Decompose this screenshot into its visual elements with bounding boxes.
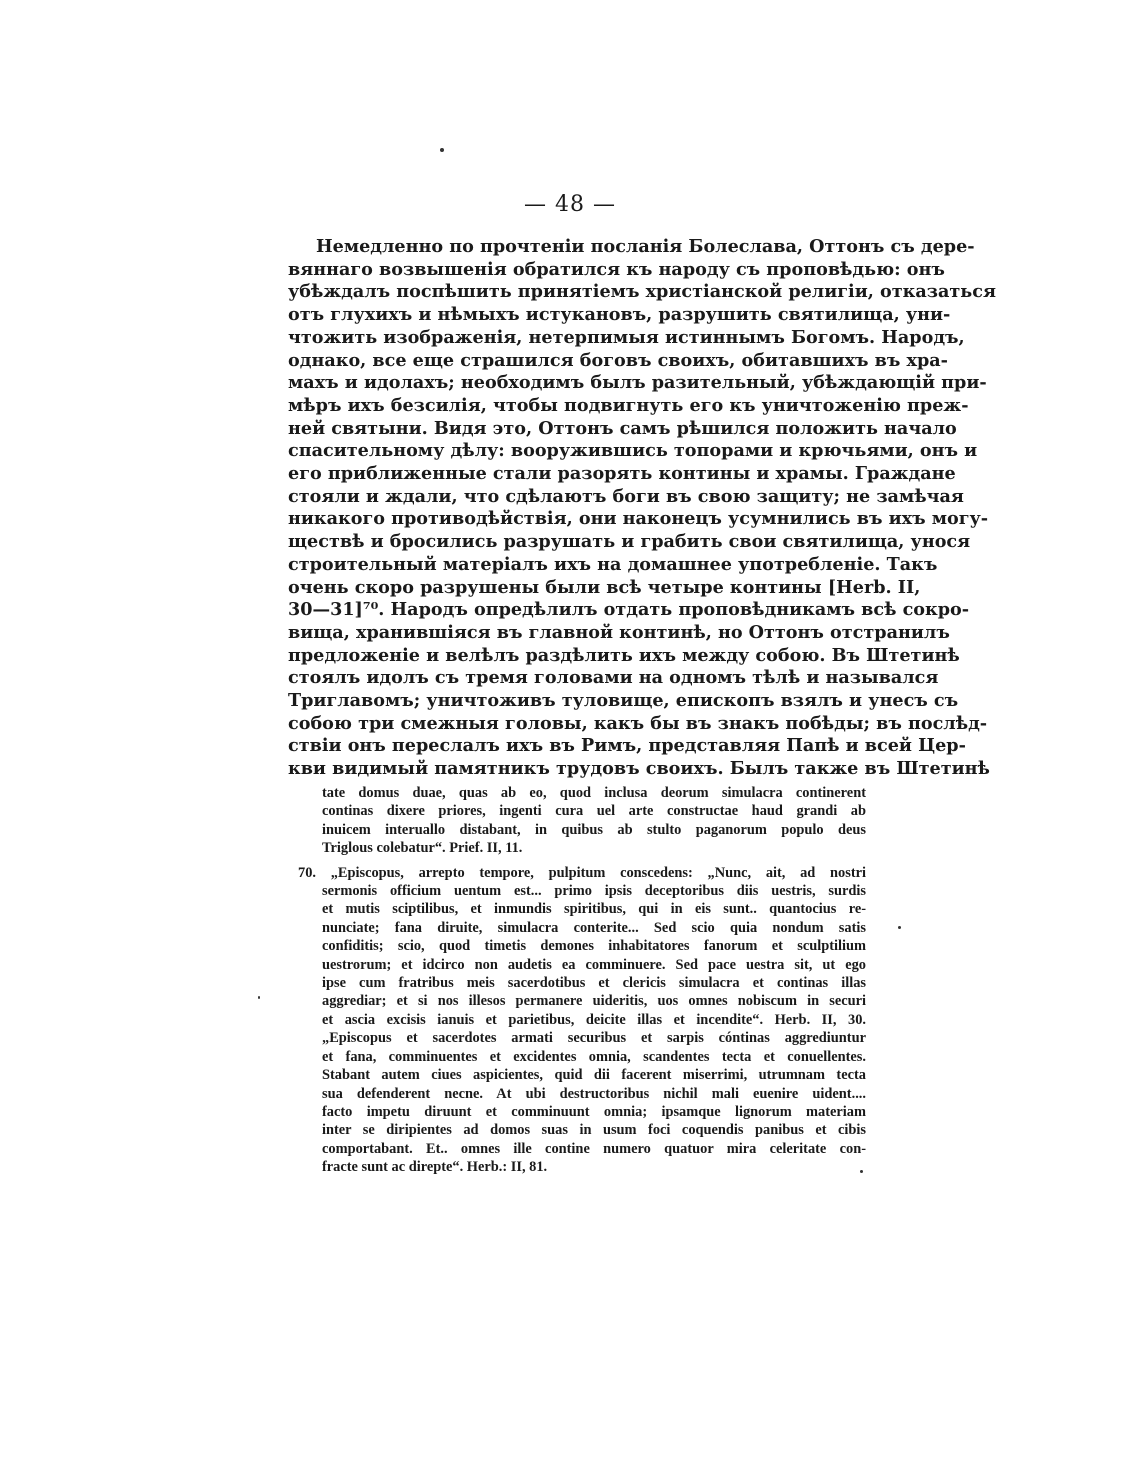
body-line: ществѣ и бросились разрушать и грабить свои святилища, унося xyxy=(288,531,971,553)
body-line: его приближенные стали разорять контины и храмы. Граждане xyxy=(288,463,956,485)
footnote-line: 70. „Episcopus, arrepto tempore, pulpitum conscedens: „Nunc, ait, ad nostri xyxy=(298,864,866,881)
footnote-line: sermonis officium uentum est... primo ipsis deceptoribus diis uestris, surdis xyxy=(322,883,866,900)
footnote-line: facto impetu diruunt et comminuunt omnia; ipsamque lignorum materiam xyxy=(322,1103,866,1120)
footnote-line: ipse cum fratribus meis sacerdotibus et clericis simulacra et continas illas xyxy=(322,975,866,992)
footnote-line: Triglous colebatur“. Prief. II, 11. xyxy=(322,840,523,857)
body-line: мѣръ ихъ безсилія, чтобы подвигнуть его къ уничтоженію преж- xyxy=(288,394,969,416)
footnote-line: tate domus duae, quas ab eo, quod inclusa deorum simulacra continerent xyxy=(322,785,866,801)
speck-right xyxy=(898,926,901,929)
body-line: чтожить изображенія, нетерпимыя истиннымъ Богомъ. Народъ, xyxy=(288,326,965,348)
footnote-line: inter se diripientes ad domos suas in usum foci coquendis panibus et cibis xyxy=(322,1122,866,1139)
body-line: ней святыни. Видя это, Оттонъ самъ рѣшился положить начало xyxy=(288,417,957,439)
footnote-line: aggrediar; et si nos illesos permanere uideritis, uos omnes nobiscum in securi xyxy=(322,993,866,1010)
body-line: строительный матеріалъ ихъ на домашнее употребленіе. Такъ xyxy=(288,553,938,575)
footnote-line: „Episcopus et sacerdotes armati securibus et sarpis cóntinas aggrediuntur xyxy=(322,1030,866,1047)
body-line: спасительному дѣлу: вооружившись топорами и крючьями, онъ и xyxy=(288,440,978,462)
body-line: махъ и идолахъ; необходимъ былъ разительный, убѣждающій при- xyxy=(288,372,987,394)
body-line: вяннаго возвышенія обратился къ народу съ проповѣдью: онъ xyxy=(288,258,945,280)
body-line: ствіи онъ переслалъ ихъ въ Римъ, представляя Папѣ и всей Цер- xyxy=(288,735,966,757)
page-number: — 48 — xyxy=(524,192,616,217)
body-line: стояли и ждали, что сдѣлаютъ боги въ свою защиту; не замѣчая xyxy=(288,485,964,507)
speck-top xyxy=(440,148,444,152)
speck-left xyxy=(258,996,260,999)
footnote-line: et mutis sciptilibus, et inmundis spiritibus, qui in eis sunt.. quantocius re- xyxy=(322,901,866,918)
body-line: Триглавомъ; уничтоживъ туловище, епископъ взялъ и унесъ съ xyxy=(288,690,959,712)
body-line: очень скоро разрушены были всѣ четыре контины [Herb. II, xyxy=(288,576,921,598)
footnotes xyxy=(298,784,866,1183)
footnote-line: inuicem interuallo distabant, in quibus ab stulto paganorum populo deus xyxy=(322,821,866,838)
body-line: кви видимый памятникъ трудовъ своихъ. Былъ также въ Штетинѣ xyxy=(288,758,990,780)
footnote-line: comportabant. Et.. omnes ille contine numero quatuor mira celeritate con- xyxy=(322,1140,866,1157)
footnote-line: et ascia excisis ianuis et parietibus, deicite illas et incendite“. Herb. II, 30. xyxy=(322,1011,866,1028)
footnote-line: uestrorum; et idcirco non audetis ea comminuere. Sed pace uestra sit, ut ego xyxy=(322,956,866,973)
footnote-line: nunciate; fana diruite, simulacra conterite... Sed scio quia nondum satis xyxy=(322,919,866,936)
body-line: вища, хранившіяся въ главной континѣ, но Оттонъ отстранилъ xyxy=(288,621,950,643)
footnote-70 xyxy=(298,864,866,1177)
body-line: 30—31]⁷⁰. Народъ опредѣлилъ отдать проповѣдникамъ всѣ сокро- xyxy=(288,599,970,621)
body-line: отъ глухихъ и нѣмыхъ истукановъ, разрушить святилища, уни- xyxy=(288,304,951,326)
footnote-continuation xyxy=(298,784,866,858)
footnote-line: continas dixere priores, ingenti cura uel arte constructae haud grandi ab xyxy=(322,803,866,820)
footnote-line: et fana, comminuentes et excidentes omnia, scandentes tecta et conuellentes. xyxy=(322,1048,866,1065)
footnote-line: confiditis; scio, quod timetis demones inhabitatores fanorum et sculptilium xyxy=(322,938,866,955)
body-line: предложеніе и велѣлъ раздѣлить ихъ между собою. Въ Штетинѣ xyxy=(288,644,960,666)
footnote-line: Stabant autem ciues aspicientes, quid dii facerent miserrimi, utrumnam tecta xyxy=(322,1067,866,1084)
footnote-line: sua defenderent necne. At ubi destructoribus nichil mali euenire uident.... xyxy=(322,1085,866,1102)
body-line: однако, все еще страшился боговъ своихъ, обитавшихъ въ хра- xyxy=(288,349,948,371)
body-line: никакого противодѣйствія, они наконецъ усумнились въ ихъ могу- xyxy=(288,508,989,530)
footnote-line: fracte sunt ac direpte“. Herb.: II, 81. xyxy=(322,1159,548,1176)
body-line: Немедленно по прочтеніи посланія Болеслава, Оттонъ съ дере- xyxy=(316,236,975,257)
main-body-text xyxy=(288,236,996,781)
body-line: стоялъ идолъ съ тремя головами на одномъ тѣлѣ и назывался xyxy=(288,667,939,689)
body-line: собою три смежныя головы, какъ бы въ знакъ побѣды; въ послѣд- xyxy=(288,712,988,734)
body-line: убѣждалъ поспѣшить принятіемъ христіанской религіи, отказаться xyxy=(288,281,996,303)
